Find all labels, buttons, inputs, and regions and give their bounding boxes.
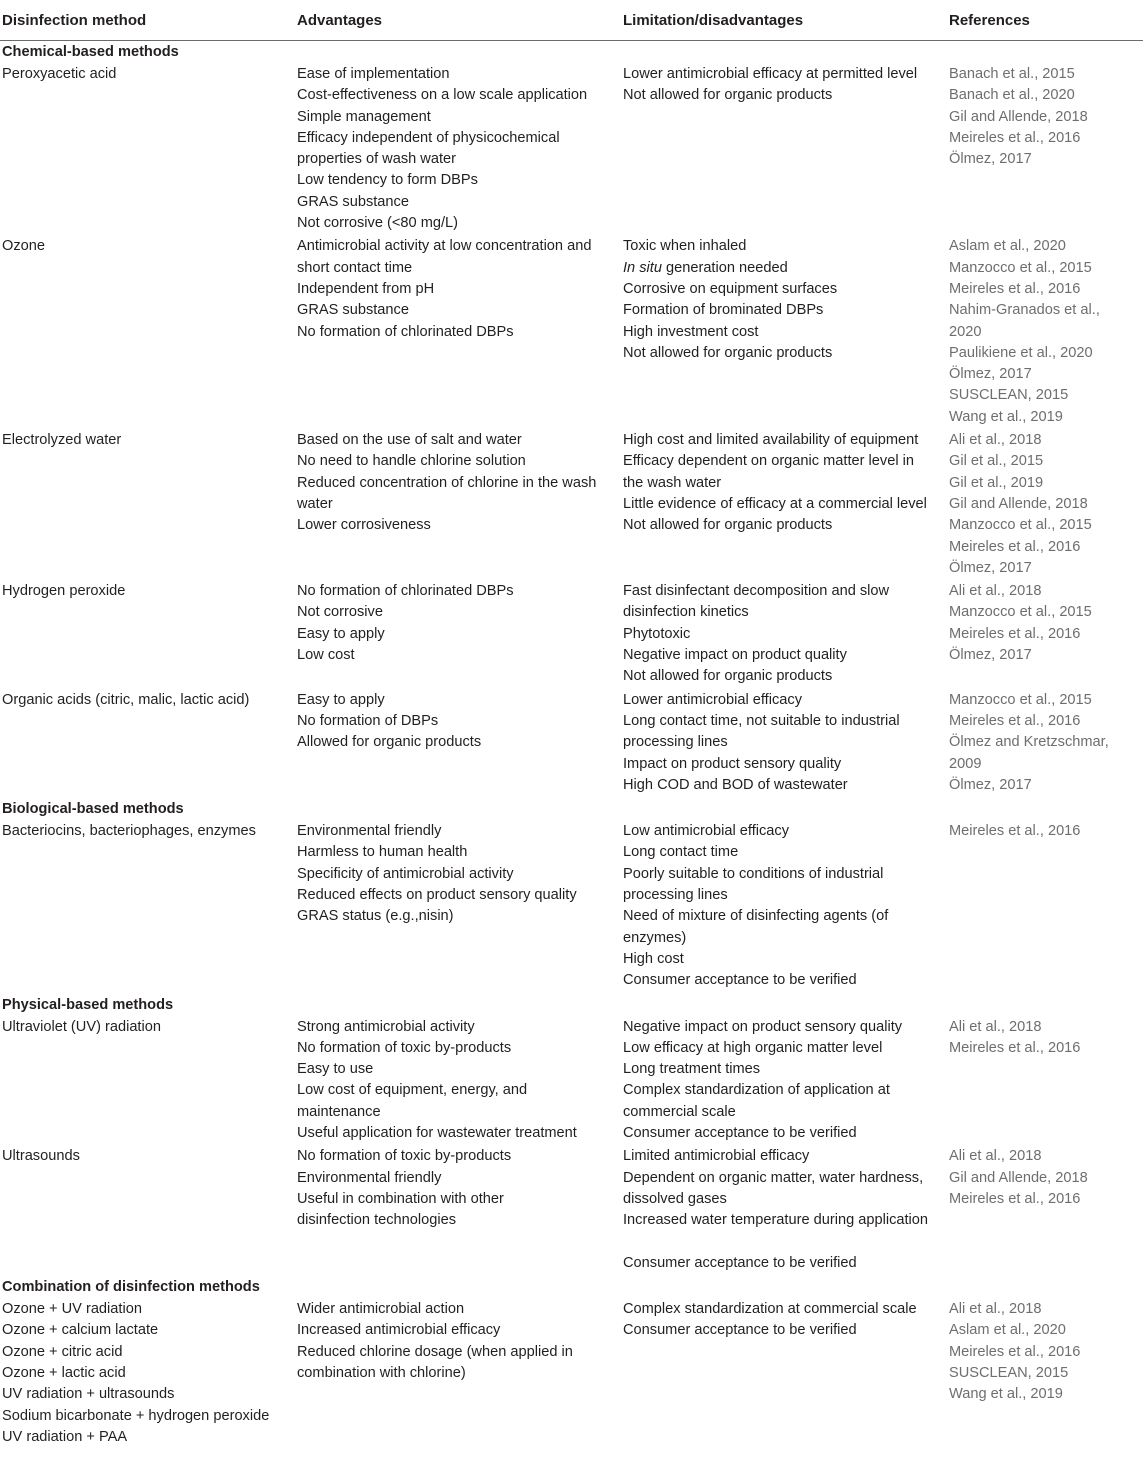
cell-line: Not allowed for organic products bbox=[623, 87, 833, 104]
cell-line: Long treatment times bbox=[623, 1061, 761, 1078]
cell-line: Little evidence of efficacy at a commercial level bbox=[623, 495, 927, 512]
cell-line: Ölmez, 2017 bbox=[949, 647, 1032, 664]
cell-line: Consumer acceptance to be verified bbox=[623, 1322, 857, 1339]
method-cell bbox=[2, 1299, 292, 1448]
cell-line: short contact time bbox=[297, 259, 413, 276]
cell-line: Complex standardization of application at bbox=[623, 1082, 890, 1099]
advantages-cell bbox=[297, 430, 617, 536]
cell-line: Long contact time, not suitable to industrial bbox=[623, 712, 900, 729]
cell-line: UV radiation + ultrasounds bbox=[2, 1386, 175, 1403]
limitations-cell bbox=[623, 430, 945, 536]
cell-line: Reduced effects on product sensory quality bbox=[297, 887, 577, 904]
cell-line: SUSCLEAN, 2015 bbox=[949, 387, 1069, 404]
method-cell bbox=[2, 690, 292, 711]
cell-line: Wang et al., 2019 bbox=[949, 408, 1063, 425]
cell-line: Manzocco et al., 2015 bbox=[949, 691, 1092, 708]
cell-line: Increased water temperature during application bbox=[623, 1212, 929, 1229]
cell-line: Low cost of equipment, energy, and bbox=[297, 1082, 528, 1099]
cell-line: Independent from pH bbox=[297, 280, 435, 297]
cell-line: 2009 bbox=[949, 755, 982, 772]
cell-line: Ozone bbox=[2, 238, 45, 255]
cell-line: Gil et al., 2019 bbox=[949, 474, 1044, 491]
table-body bbox=[0, 41, 1143, 1450]
references-cell bbox=[949, 690, 1139, 796]
cell-line: Ozone + calcium lactate bbox=[2, 1322, 159, 1339]
cell-line: Antimicrobial activity at low concentration and bbox=[297, 238, 592, 255]
advantages-cell bbox=[297, 1017, 617, 1145]
cell-line: Consumer acceptance to be verified bbox=[623, 972, 857, 989]
table-row bbox=[0, 1017, 1143, 1147]
cell-line: Not allowed for organic products bbox=[623, 517, 833, 534]
cell-line: Meireles et al., 2016 bbox=[949, 280, 1081, 297]
cell-line: Impact on product sensory quality bbox=[623, 755, 842, 772]
section-title: Biological-based methods bbox=[2, 801, 184, 818]
method-cell bbox=[2, 430, 292, 451]
cell-line: Complex standardization at commercial scale bbox=[623, 1301, 917, 1318]
cell-line: UV radiation + PAA bbox=[2, 1428, 128, 1445]
header-method: Disinfection method bbox=[2, 12, 147, 29]
table-row bbox=[0, 581, 1143, 690]
cell-line: Meireles et al., 2016 bbox=[949, 625, 1081, 642]
limitations-cell bbox=[623, 236, 945, 364]
cell-line: Low efficacy at high organic matter level bbox=[623, 1039, 883, 1056]
advantages-cell bbox=[297, 690, 617, 754]
cell-line: Wider antimicrobial action bbox=[297, 1301, 465, 1318]
cell-line: GRAS status (e.g.,nisin) bbox=[297, 908, 454, 925]
references-cell bbox=[949, 821, 1139, 842]
cell-line: processing lines bbox=[623, 734, 728, 751]
cell-line: Ultrasounds bbox=[2, 1148, 80, 1165]
cell-line: Long contact time bbox=[623, 844, 739, 861]
limitations-cell bbox=[623, 581, 945, 687]
cell-line: Reduced concentration of chlorine in the wash bbox=[297, 474, 597, 491]
cell-line: Ali et al., 2018 bbox=[949, 583, 1042, 600]
limitations-cell bbox=[623, 690, 945, 796]
method-cell bbox=[2, 236, 292, 257]
cell-line: Meireles et al., 2016 bbox=[949, 712, 1081, 729]
cell-line: Ozone + UV radiation bbox=[2, 1301, 142, 1318]
cell-line: Meireles et al., 2016 bbox=[949, 538, 1081, 555]
cell-line: Easy to apply bbox=[297, 691, 385, 708]
cell-line: Allowed for organic products bbox=[297, 734, 482, 751]
cell-line: Lower corrosiveness bbox=[297, 517, 431, 534]
cell-line: maintenance bbox=[297, 1103, 381, 1120]
cell-line: High cost and limited availability of equipment bbox=[623, 432, 919, 449]
cell-line: Poorly suitable to conditions of industrial bbox=[623, 865, 884, 882]
cell-line: Banach et al., 2015 bbox=[949, 66, 1075, 82]
cell-line: No formation of chlorinated DBPs bbox=[297, 583, 514, 600]
cell-line: Meireles et al., 2016 bbox=[949, 1190, 1081, 1207]
method-cell bbox=[2, 1146, 292, 1167]
cell-line: No formation of DBPs bbox=[297, 712, 439, 729]
cell-line: Corrosive on equipment surfaces bbox=[623, 280, 838, 297]
cell-line: Low antimicrobial efficacy bbox=[623, 823, 790, 840]
cell-line: GRAS substance bbox=[297, 193, 409, 210]
cell-line: Ölmez, 2017 bbox=[949, 776, 1032, 793]
references-cell bbox=[949, 581, 1139, 666]
cell-line: Need of mixture of disinfecting agents (of bbox=[623, 908, 889, 925]
cell-line: Increased antimicrobial efficacy bbox=[297, 1322, 501, 1339]
cell-line: Strong antimicrobial activity bbox=[297, 1018, 475, 1035]
cell-line: Hydrogen peroxide bbox=[2, 583, 126, 600]
cell-line: Meireles et al., 2016 bbox=[949, 1343, 1081, 1360]
cell-line: No need to handle chlorine solution bbox=[297, 453, 526, 470]
table-row bbox=[0, 236, 1143, 430]
header-limitations: Limitation/disadvantages bbox=[623, 12, 804, 29]
cell-line: water bbox=[297, 495, 333, 512]
cell-line: Ali et al., 2018 bbox=[949, 1018, 1042, 1035]
header-references: References bbox=[949, 12, 1030, 29]
cell-line: No formation of toxic by-products bbox=[297, 1148, 512, 1165]
cell-line: Low cost bbox=[297, 647, 355, 664]
method-cell bbox=[2, 581, 292, 602]
cell-line: SUSCLEAN, 2015 bbox=[949, 1365, 1069, 1382]
cell-line: Sodium bicarbonate + hydrogen peroxide bbox=[2, 1407, 270, 1424]
cell-line: Bacteriocins, bacteriophages, enzymes bbox=[2, 823, 256, 840]
references-cell bbox=[949, 1017, 1139, 1060]
table-header-row bbox=[0, 0, 1143, 41]
cell-line: Manzocco et al., 2015 bbox=[949, 259, 1092, 276]
references-cell bbox=[949, 430, 1139, 579]
cell-line: Not corrosive (<80 mg/L) bbox=[297, 215, 458, 232]
cell-line: Specificity of antimicrobial activity bbox=[297, 865, 514, 882]
references-cell bbox=[949, 1299, 1139, 1405]
cell-line: properties of wash water bbox=[297, 151, 456, 168]
cell-line: Ozone + citric acid bbox=[2, 1343, 123, 1360]
advantages-cell bbox=[297, 64, 617, 234]
cell-line: commercial scale bbox=[623, 1103, 736, 1120]
cell-line: Phytotoxic bbox=[623, 625, 691, 642]
cell-line: Gil and Allende, 2018 bbox=[949, 108, 1088, 125]
cell-line: Useful in combination with other bbox=[297, 1190, 504, 1207]
header-advantages: Advantages bbox=[297, 12, 383, 29]
cell-line: Not corrosive bbox=[297, 604, 383, 621]
cell-line: Ölmez, 2017 bbox=[949, 559, 1032, 576]
cell-line: Banach et al., 2020 bbox=[949, 87, 1075, 104]
cell-line: Lower antimicrobial efficacy bbox=[623, 691, 802, 708]
section-title: Combination of disinfection methods bbox=[2, 1279, 260, 1296]
table-row bbox=[0, 64, 1143, 236]
cell-line: Ultraviolet (UV) radiation bbox=[2, 1018, 161, 1035]
cell-line: Harmless to human health bbox=[297, 844, 468, 861]
cell-line: Gil et al., 2015 bbox=[949, 453, 1044, 470]
cell-line: Gil and Allende, 2018 bbox=[949, 495, 1088, 512]
cell-line: Negative impact on product sensory quality bbox=[623, 1018, 903, 1035]
cell-line: dissolved gases bbox=[623, 1190, 727, 1207]
cell-line: Ali et al., 2018 bbox=[949, 1301, 1042, 1318]
table-row bbox=[0, 430, 1143, 581]
cell-line: No formation of toxic by-products bbox=[297, 1039, 512, 1056]
limitations-cell bbox=[623, 1299, 945, 1342]
cell-line: Cost-effectiveness on a low scale application bbox=[297, 87, 588, 104]
cell-line: No formation of chlorinated DBPs bbox=[297, 323, 514, 340]
method-cell bbox=[2, 1017, 292, 1038]
limitations-cell bbox=[623, 821, 945, 991]
cell-line: Easy to use bbox=[297, 1061, 374, 1078]
table-row bbox=[0, 1146, 1143, 1276]
table-row bbox=[0, 821, 1143, 993]
cell-line: Meireles et al., 2016 bbox=[949, 129, 1081, 146]
method-cell bbox=[2, 64, 292, 85]
section-title: Physical-based methods bbox=[2, 996, 174, 1013]
cell-line: Toxic when inhaled bbox=[623, 238, 747, 255]
cell-line: combination with chlorine) bbox=[297, 1365, 466, 1382]
cell-line: Reduced chlorine dosage (when applied in bbox=[297, 1343, 573, 1360]
cell-line: Efficacy independent of physicochemical bbox=[297, 129, 560, 146]
table-row bbox=[0, 690, 1143, 799]
section-title: Chemical-based methods bbox=[2, 44, 179, 60]
cell-line: Wang et al., 2019 bbox=[949, 1386, 1063, 1403]
method-cell bbox=[2, 821, 292, 842]
limitations-cell bbox=[623, 1146, 945, 1274]
cell-line: disinfection technologies bbox=[297, 1212, 457, 1229]
cell-line: Manzocco et al., 2015 bbox=[949, 517, 1092, 534]
cell-line: disinfection kinetics bbox=[623, 604, 749, 621]
cell-line: Low tendency to form DBPs bbox=[297, 172, 478, 189]
cell-line bbox=[623, 1232, 945, 1253]
cell-line: Manzocco et al., 2015 bbox=[949, 604, 1092, 621]
cell-line: Nahim-Granados et al., bbox=[949, 302, 1100, 319]
cell-line: 2020 bbox=[949, 323, 982, 340]
cell-line: Ozone + lactic acid bbox=[2, 1365, 126, 1382]
limitations-cell bbox=[623, 64, 945, 107]
advantages-cell bbox=[297, 821, 617, 927]
cell-line: Not allowed for organic products bbox=[623, 668, 833, 685]
cell-line: Consumer acceptance to be verified bbox=[623, 1125, 857, 1142]
cell-line: Meireles et al., 2016 bbox=[949, 823, 1081, 840]
cell-line: Aslam et al., 2020 bbox=[949, 238, 1066, 255]
references-cell bbox=[949, 1146, 1139, 1210]
cell-line: Formation of brominated DBPs bbox=[623, 302, 824, 319]
cell-line: Ali et al., 2018 bbox=[949, 432, 1042, 449]
cell-line: the wash water bbox=[623, 474, 722, 491]
cell-line: Peroxyacetic acid bbox=[2, 66, 117, 82]
cell-line: Ease of implementation bbox=[297, 66, 450, 82]
table-row bbox=[0, 1299, 1143, 1450]
cell-line: Not allowed for organic products bbox=[623, 344, 833, 361]
cell-line: Aslam et al., 2020 bbox=[949, 1322, 1066, 1339]
cell-line: Dependent on organic matter, water hardness, bbox=[623, 1169, 924, 1186]
advantages-cell bbox=[297, 581, 617, 666]
cell-line: enzymes) bbox=[623, 929, 687, 946]
cell-line: Based on the use of salt and water bbox=[297, 432, 522, 449]
cell-line: Easy to apply bbox=[297, 625, 385, 642]
cell-line: Consumer acceptance to be verified bbox=[623, 1254, 857, 1271]
references-cell bbox=[949, 64, 1139, 170]
cell-line: Ölmez and Kretzschmar, bbox=[949, 734, 1109, 751]
cell-line: Limited antimicrobial efficacy bbox=[623, 1148, 810, 1165]
cell-line: Ali et al., 2018 bbox=[949, 1148, 1042, 1165]
cell-line: Fast disinfectant decomposition and slow bbox=[623, 583, 890, 600]
cell-line: processing lines bbox=[623, 887, 728, 904]
cell-line: Environmental friendly bbox=[297, 823, 442, 840]
advantages-cell bbox=[297, 1299, 617, 1384]
limitations-cell bbox=[623, 1017, 945, 1145]
cell-line: Efficacy dependent on organic matter level in bbox=[623, 453, 914, 470]
cell-line: High investment cost bbox=[623, 323, 759, 340]
cell-line: Environmental friendly bbox=[297, 1169, 442, 1186]
cell-line: Simple management bbox=[297, 108, 431, 125]
references-cell bbox=[949, 236, 1139, 428]
advantages-cell bbox=[297, 1146, 617, 1231]
cell-line: GRAS substance bbox=[297, 302, 409, 319]
cell-line: Electrolyzed water bbox=[2, 432, 122, 449]
cell-line: Lower antimicrobial efficacy at permitted level bbox=[623, 66, 918, 82]
cell-line: High COD and BOD of wastewater bbox=[623, 776, 848, 793]
cell-line: High cost bbox=[623, 950, 684, 967]
cell-line: Ölmez, 2017 bbox=[949, 151, 1032, 168]
cell-line: Organic acids (citric, malic, lactic acid) bbox=[2, 691, 250, 708]
cell-line: Useful application for wastewater treatment bbox=[297, 1125, 577, 1142]
cell-line: Gil and Allende, 2018 bbox=[949, 1169, 1088, 1186]
cell-line: In situ generation needed bbox=[623, 259, 788, 276]
cell-line: Paulikiene et al., 2020 bbox=[949, 344, 1093, 361]
cell-line: Ölmez, 2017 bbox=[949, 366, 1032, 383]
cell-line: Negative impact on product quality bbox=[623, 647, 847, 664]
advantages-cell bbox=[297, 236, 617, 342]
cell-line: Meireles et al., 2016 bbox=[949, 1039, 1081, 1056]
